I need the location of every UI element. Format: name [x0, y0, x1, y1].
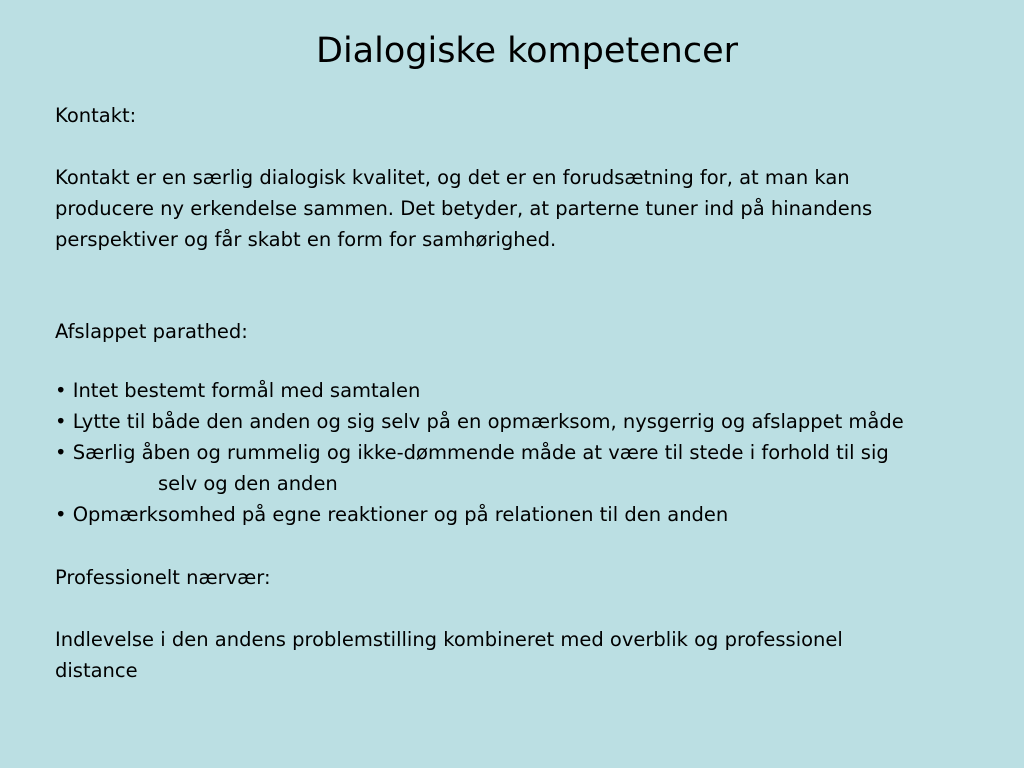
professionelt-line: Indlevelse i den andens problemstilling kombineret med overblik og professionel — [55, 628, 843, 651]
afslappet-heading: Afslappet parathed: — [55, 320, 248, 343]
afslappet-bullet-list — [55, 375, 904, 530]
kontakt-line: producere ny erkendelse sammen. Det betyder, at parterne tuner ind på hinandens — [55, 197, 873, 220]
professionelt-paragraph — [55, 624, 995, 686]
kontakt-heading: Kontakt: — [55, 104, 137, 127]
professionelt-heading: Professionelt nærvær: — [55, 566, 271, 589]
bullet-item: • Opmærksomhed på egne reaktioner og på relationen til den anden — [55, 503, 729, 526]
kontakt-line: Kontakt er en særlig dialogisk kvalitet, og det er en forudsætning for, at man kan — [55, 166, 850, 189]
bullet-item-continuation: selv og den anden — [158, 472, 338, 495]
kontakt-paragraph — [55, 162, 995, 255]
bullet-item: • Lytte til både den anden og sig selv på en opmærksom, nysgerrig og afslappet måde — [55, 410, 904, 433]
professionelt-line: distance — [55, 659, 138, 682]
bullet-item: • Særlig åben og rummelig og ikke-dømmende måde at være til stede i forhold til sig — [55, 441, 889, 464]
bullet-item: • Intet bestemt formål med samtalen — [55, 379, 421, 402]
kontakt-line: perspektiver og får skabt en form for samhørighed. — [55, 228, 557, 251]
slide-title: Dialogiske kompetencer — [316, 31, 738, 71]
